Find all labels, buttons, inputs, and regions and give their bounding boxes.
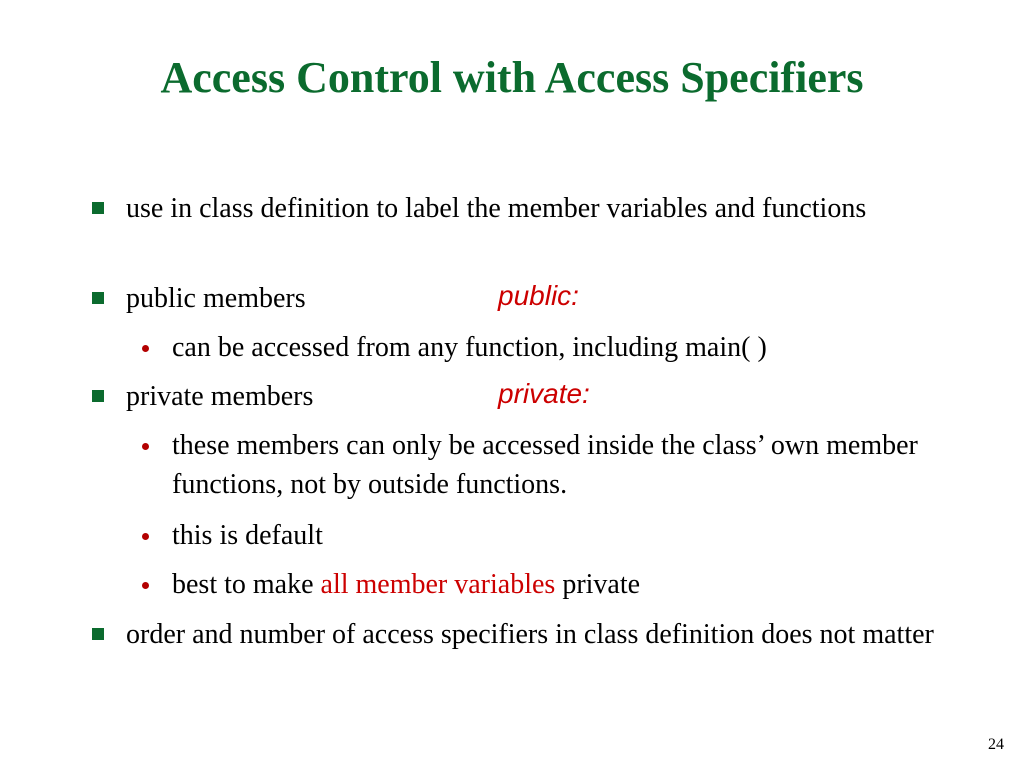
square-bullet-icon: [92, 202, 104, 214]
dot-bullet-icon: [142, 443, 149, 450]
sub-bullet-text: private: [555, 569, 641, 600]
square-bullet-icon: [92, 292, 104, 304]
bullet-item: order and number of access specifiers in class definition does not matter: [126, 619, 934, 650]
dot-bullet-icon: [142, 582, 149, 589]
highlighted-text: all member variables: [320, 569, 556, 600]
sub-bullet-item: this is default: [172, 520, 323, 551]
dot-bullet-icon: [142, 533, 149, 540]
page-number: 24: [988, 736, 1004, 753]
dot-bullet-icon: [142, 345, 149, 352]
square-bullet-icon: [92, 628, 104, 640]
bullet-item: private members: [126, 381, 314, 412]
slide-title: Access Control with Access Specifiers: [160, 53, 864, 102]
code-keyword: public:: [498, 280, 579, 311]
bullet-item: use in class definition to label the member variables and functions: [126, 193, 867, 224]
sub-bullet-item: can be accessed from any function, including main( ): [172, 332, 767, 363]
sub-bullet-item: these members can only be accessed inside the class’ own member functions, not by outside functions.: [172, 430, 918, 500]
sub-bullet-text: best to make: [172, 569, 321, 600]
sub-bullet-item: [172, 565, 992, 604]
code-keyword: private:: [498, 378, 590, 409]
bullet-item: public members: [126, 283, 306, 314]
square-bullet-icon: [92, 390, 104, 402]
